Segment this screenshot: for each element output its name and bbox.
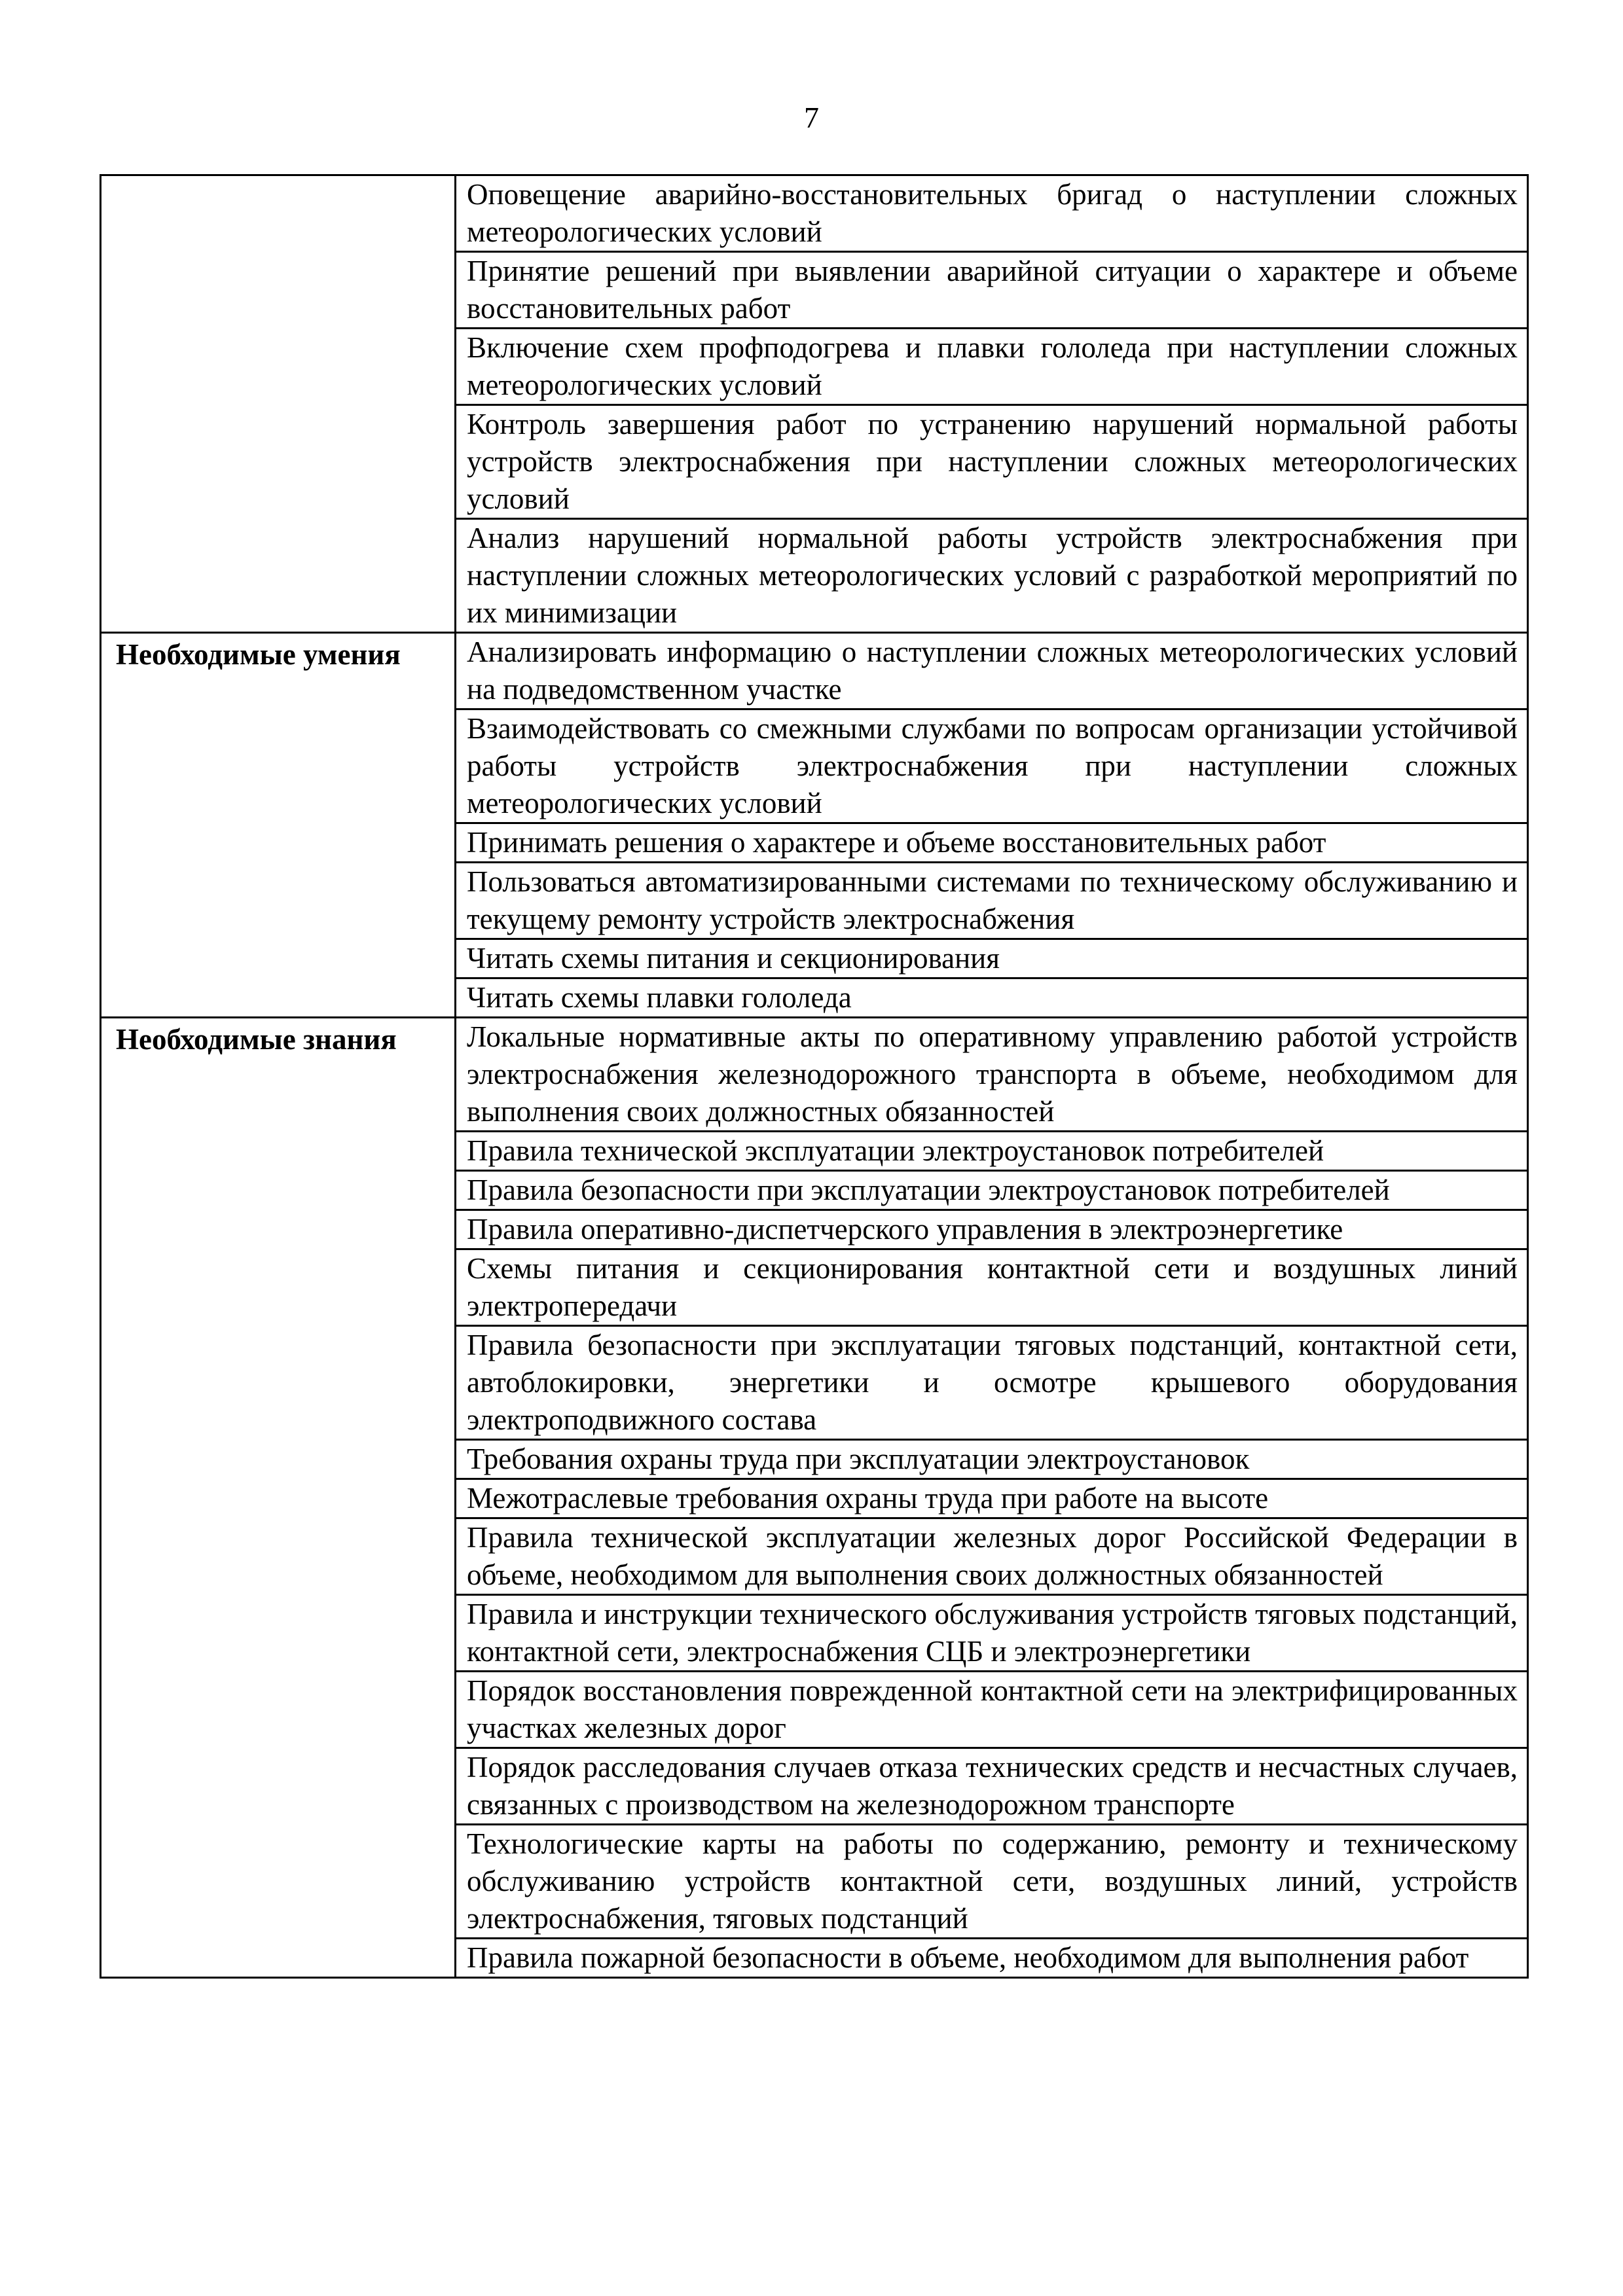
item-cell	[456, 1171, 1528, 1210]
item-cell	[456, 633, 1528, 709]
item-cell	[456, 939, 1528, 978]
item-text: Порядок восстановления поврежденной контактной сети на электрифицированных участках железных дорог	[467, 1674, 1518, 1744]
item-text: Читать схемы плавки гололеда	[467, 981, 852, 1014]
item-cell	[456, 1132, 1528, 1171]
item-cell	[456, 1939, 1528, 1978]
item-cell	[456, 1748, 1528, 1825]
item-cell	[456, 823, 1528, 863]
item-text: Оповещение аварийно-восстановительных бригад о наступлении сложных метеорологических условий	[467, 178, 1518, 248]
table-row	[101, 175, 1528, 252]
item-text: Принимать решения о характере и объеме восстановительных работ	[467, 826, 1326, 859]
item-text: Принятие решений при выявлении аварийной ситуации о характере и объеме восстановительных работ	[467, 255, 1518, 325]
item-cell	[456, 1210, 1528, 1249]
page-number: 7	[804, 101, 819, 134]
item-cell	[456, 709, 1528, 823]
item-text: Схемы питания и секционирования контактной сети и воздушных линий электропередачи	[467, 1252, 1518, 1322]
item-text: Правила технической эксплуатации электроустановок потребителей	[467, 1134, 1324, 1167]
item-text: Правила и инструкции технического обслуживания устройств тяговых подстанций, контактной сети, электроснабжения СЦБ и электроэнергетики	[467, 1598, 1518, 1668]
item-text: Читать схемы питания и секционирования	[467, 942, 1000, 975]
item-cell	[456, 863, 1528, 939]
table-row	[101, 633, 1528, 709]
item-cell	[456, 1249, 1528, 1326]
item-text: Порядок расследования случаев отказа технических средств и несчастных случаев, связанных с производством на железнодорожном транспорте	[467, 1751, 1518, 1821]
item-cell	[456, 1018, 1528, 1132]
item-text: Правила технической эксплуатации железных дорог Российской Федерации в объеме, необходимом для выполнения своих должностных обязанностей	[467, 1521, 1518, 1591]
section-label: Необходимые умения	[116, 638, 401, 671]
item-text: Анализировать информацию о наступлении сложных метеорологических условий на подведомственном участке	[467, 636, 1518, 706]
item-text: Правила оперативно-диспетчерского управления в электроэнергетике	[467, 1213, 1343, 1246]
item-cell	[456, 519, 1528, 633]
item-text: Включение схем профподогрева и плавки гололеда при наступлении сложных метеорологических условий	[467, 331, 1518, 401]
item-text: Правила безопасности при эксплуатации тяговых подстанций, контактной сети, автоблокировки, энергетики и осмотре крышевого оборудования электроподвижного состава	[467, 1329, 1518, 1436]
table-body	[101, 175, 1528, 1978]
item-cell	[456, 1479, 1528, 1518]
item-cell	[456, 1825, 1528, 1939]
item-text: Технологические карты на работы по содержанию, ремонту и техническому обслуживанию устройств контактной сети, воздушных линий, устройств электроснабжения, тяговых подстанций	[467, 1827, 1518, 1935]
item-cell	[456, 1672, 1528, 1748]
item-text: Контроль завершения работ по устранению нарушений нормальной работы устройств электроснабжения при наступлении сложных метеорологических условий	[467, 408, 1518, 515]
item-text: Локальные нормативные акты по оперативному управлению работой устройств электроснабжения железнодорожного транспорта в объеме, необходимом для выполнения своих должностных обязанностей	[467, 1020, 1518, 1128]
section-label-cell	[101, 175, 456, 633]
item-cell	[456, 175, 1528, 252]
item-text: Правила безопасности при эксплуатации электроустановок потребителей	[467, 1174, 1390, 1206]
item-text: Анализ нарушений нормальной работы устройств электроснабжения при наступлении сложных метеорологических условий с разработкой мероприятий по их минимизации	[467, 522, 1518, 629]
section-label: Необходимые знания	[116, 1023, 397, 1056]
item-cell	[456, 329, 1528, 405]
item-text: Пользоваться автоматизированными системами по техническому обслуживанию и текущему ремонту устройств электроснабжения	[467, 865, 1518, 935]
item-cell	[456, 405, 1528, 519]
item-cell	[456, 252, 1528, 329]
item-text: Взаимодействовать со смежными службами по вопросам организации устойчивой работы устройств электроснабжения при наступлении сложных метеорологических условий	[467, 712, 1518, 819]
competency-table	[100, 174, 1529, 1979]
item-cell	[456, 1595, 1528, 1672]
item-cell	[456, 1518, 1528, 1595]
item-text: Правила пожарной безопасности в объеме, необходимом для выполнения работ	[467, 1941, 1469, 1974]
section-label-cell	[101, 633, 456, 1018]
item-text: Требования охраны труда при эксплуатации электроустановок	[467, 1443, 1250, 1475]
item-cell	[456, 1440, 1528, 1479]
item-cell	[456, 1326, 1528, 1440]
item-text: Межотраслевые требования охраны труда при работе на высоте	[467, 1482, 1269, 1515]
section-label-cell	[101, 1018, 456, 1978]
table-row	[101, 1018, 1528, 1132]
item-cell	[456, 978, 1528, 1018]
